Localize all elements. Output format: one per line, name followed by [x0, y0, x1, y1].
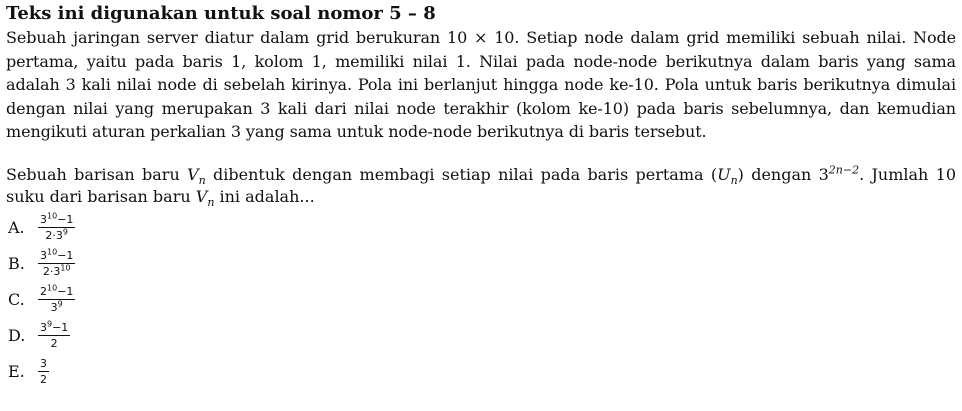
- option-fraction: [38, 213, 75, 242]
- question-text-1: Sebuah barisan baru: [6, 164, 188, 184]
- option-label: D.: [8, 326, 26, 345]
- option-label: A.: [8, 218, 25, 237]
- sequence-u-subscript: n: [730, 173, 738, 187]
- question-text-4: . Jumlah 10 suku dari barisan baru: [6, 164, 957, 206]
- section-title: Teks ini digunakan untuk soal nomor 5 – 8: [6, 3, 436, 24]
- sequence-v-subscript-2: n: [207, 195, 215, 209]
- fraction-numerator: $3^9-1$: [40, 319, 69, 334]
- question-text-3: ) dengan 3: [737, 164, 829, 184]
- option-d[interactable]: [6, 318, 956, 354]
- paragraph-gap: [6, 144, 956, 164]
- option-fraction: [38, 249, 75, 278]
- option-a[interactable]: [6, 210, 956, 246]
- question-text-2: dibentuk dengan membagi setiap nilai pada baris pertama (: [205, 164, 718, 184]
- option-fraction: [38, 285, 75, 314]
- sequence-u-symbol: U: [717, 164, 731, 184]
- sequence-v-symbol-2: V: [195, 186, 208, 206]
- option-label: B.: [8, 254, 25, 273]
- fraction-numerator: $2^{10}-1$: [40, 283, 74, 298]
- answer-options: [6, 210, 956, 390]
- divisor-exponent: 2n−2: [828, 163, 860, 177]
- option-e[interactable]: [6, 354, 956, 390]
- fraction-denominator: $2\cdot 3^{10}$: [42, 263, 71, 278]
- context-paragraph: Sebuah jaringan server diatur dalam grid berukuran 10 × 10. Setiap node dalam grid memiliki sebuah nilai. Node pertama, yaitu pada baris 1, kolom 1, memiliki nilai 1. Nilai pada node-node berikutnya dalam baris yang sama adalah 3 kali nilai node di sebelah kirinya. Pola ini berlanjut hingga node ke-10. Pola untuk baris berikutnya dimulai dengan nilai yang merupakan 3 kali dari nilai node terakhir (kolom ke-10) pada baris sebelumnya, dan kemudian mengikuti aturan perkalian 3 yang sama untuk node-node berikutnya di baris tersebut.: [6, 28, 956, 141]
- fraction-numerator: $3^{10}-1$: [40, 247, 74, 262]
- option-fraction: [38, 357, 49, 386]
- fraction-numerator: $3^{10}-1$: [40, 211, 74, 226]
- option-c[interactable]: [6, 282, 956, 318]
- sequence-v-subscript: n: [198, 173, 206, 187]
- option-label: C.: [8, 290, 25, 309]
- fraction-numerator: 3: [40, 357, 47, 370]
- document-page: [0, 4, 962, 411]
- sequence-v-symbol: V: [187, 164, 199, 184]
- fraction-denominator: $2\cdot 3^9$: [45, 227, 68, 242]
- question-paragraph: [6, 164, 956, 208]
- option-fraction: [38, 321, 70, 350]
- question-text-5: ini adalah...: [214, 186, 315, 206]
- fraction-denominator: $3^9$: [50, 299, 63, 314]
- option-b[interactable]: [6, 246, 956, 282]
- option-label: E.: [8, 362, 25, 381]
- fraction-denominator: 2: [50, 337, 58, 350]
- fraction-denominator: 2: [40, 373, 47, 386]
